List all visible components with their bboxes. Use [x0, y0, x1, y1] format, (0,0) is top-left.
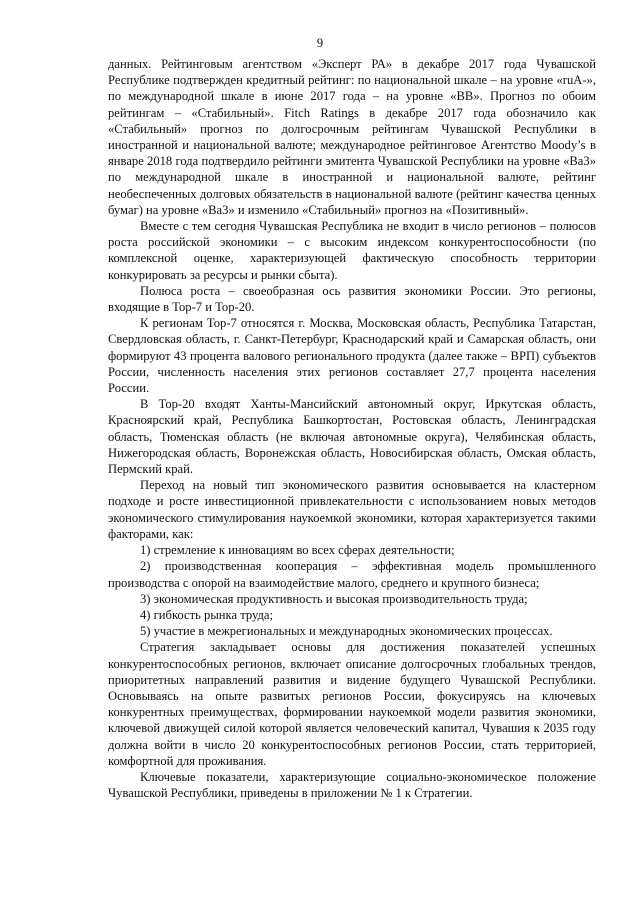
- list-item-4: 4) гибкость рынка труда;: [140, 607, 273, 622]
- paragraph-new-economy: Переход на новый тип экономического развития основывается на кластерном подходе и росте инвестиционной привлекательности с использованием новых методов экономического стимулирования наукоемкой экономики, которая характеризуется такими факторами, как:: [108, 478, 596, 541]
- list-item-5: 5) участие в межрегиональных и международных экономических процессах.: [140, 624, 553, 639]
- paragraph-key-indicators: Ключевые показатели, характеризующие социально-экономическое положение Чувашской Республики, приведены в приложении № 1 к Стратегии.: [108, 769, 596, 801]
- paragraph-strategy: Стратегия закладывает основы для достижения показателей успешных конкурентоспособных регионов, включает описание долгосрочных глобальных трендов, приоритетных направлений развития и видение будущего Чувашской Республики. Основываясь на опыте развитых регионов России, фокусируясь на ключевых конкурентных преимуществах, формировании наукоемкой модели развития экономики, ключевой движущей силой которой является человеческий капитал, Чувашия к 2035 году должна войти в число 20 конкурентоспособных регионов России, стать территорией, комфортной для проживания.: [108, 640, 596, 768]
- paragraph-top-7: К регионам Top-7 относятся г. Москва, Московская область, Республика Татарстан, Свердловская область, г. Санкт-Петербург, Краснодарский край и Самарская область, они формируют 43 процента валового регионального продукта (далее также – ВРП) субъектов России, численность населения этих регионов составляет 27,7 процента населения России.: [108, 316, 596, 396]
- paragraph-top-20: В Top-20 входят Ханты-Мансийский автономный округ, Иркутская область, Красноярский край, Республика Башкортостан, Ростовская область, Ленинградская область, Тюменская область (не включая автономные округа), Челябинская область, Нижегородская область, Воронежская область, Новосибирская область, Омская область, Пермский край.: [108, 397, 596, 477]
- paragraph-credit-ratings: данных. Рейтинговым агентством «Эксперт РА» в декабре 2017 года Чувашской Республике подтвержден кредитный рейтинг: по национальной шкале – на уровне «ruA-», по международной шкале в июне 2017 года – на уровне «BB». Прогноз по обоим рейтингам – «Стабильный». Fitch Ratings в декабре 2017 года обозначило как «Стабильный» прогноз по долгосрочным рейтингам Чувашской Республики в иностранной и национальной валюте; международное рейтинговое Агентство Moody’s в январе 2018 года подтвердило рейтинги эмитента Чувашской Республики на уровне «Ba3» по международной шкале в иностранной и национальной валюте, рейтинг необеспеченных долговых обязательств в национальной валюте (рейтинг качества ценных бумаг) на уровне «Ba3» и изменило «Стабильный» прогноз на «Позитивный».: [108, 57, 596, 217]
- page-number: 9: [316, 36, 324, 50]
- paragraph-growth-poles: Вместе с тем сегодня Чувашская Республика не входит в число регионов – полюсов роста российской экономики – с высоким индексом конкурентоспособности (по комплексной оценке, характеризующей фактическую способность территории конкурировать за ресурсы и рынки сбыта).: [108, 219, 596, 282]
- paragraph-growth-axis: Полюса роста – своеобразная ось развития экономики России. Это регионы, входящие в Top-7 и Top-20.: [108, 283, 596, 315]
- list-item-1: 1) стремление к инновациям во всех сферах деятельности;: [140, 543, 455, 558]
- list-item-2: 2) производственная кооперация – эффективная модель промышленного производства с опорой на взаимодействие малого, среднего и крупного бизнеса;: [108, 559, 596, 590]
- list-item-3: 3) экономическая продуктивность и высокая производительность труда;: [140, 591, 528, 606]
- document-body: [108, 56, 596, 801]
